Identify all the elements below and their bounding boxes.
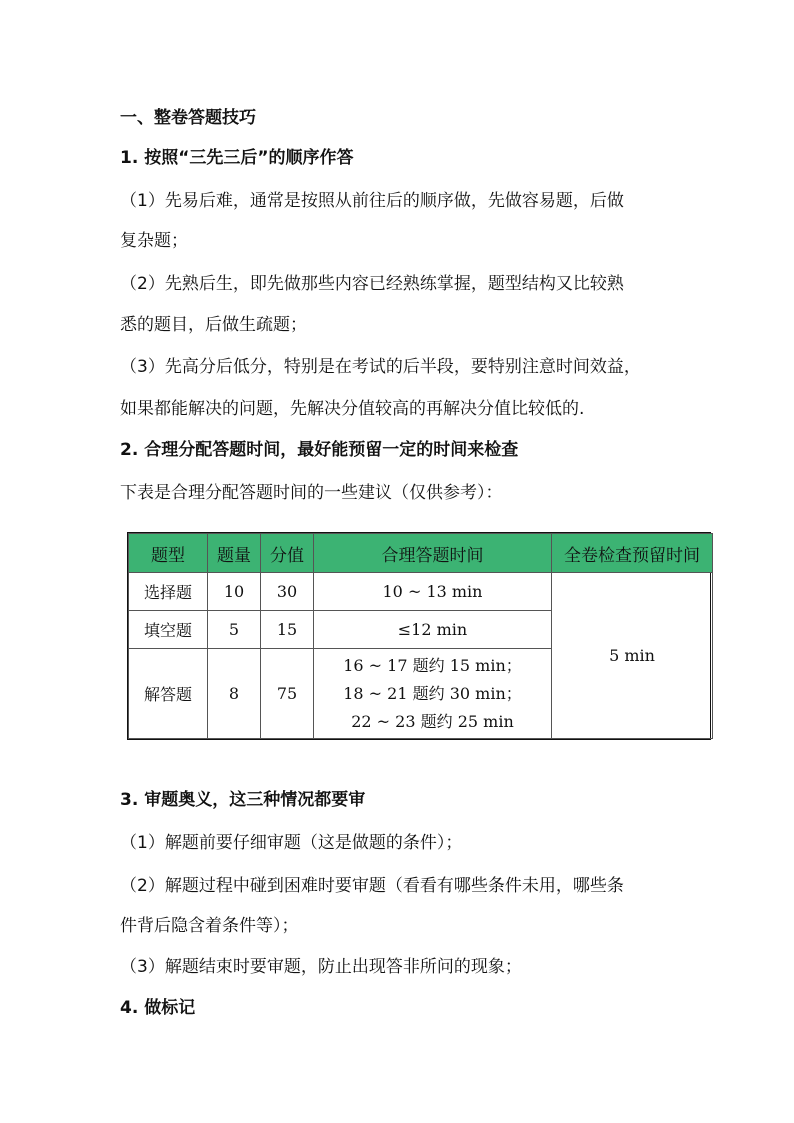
- cell-type: 填空题: [129, 611, 208, 649]
- table-intro: 下表是合理分配答题时间的一些建议（仅供参考）：: [120, 483, 503, 503]
- section-1-1-title: 1. 按照“三先三后”的顺序作答: [120, 148, 354, 168]
- header-score: 分值: [261, 534, 314, 573]
- header-type: 题型: [129, 534, 208, 573]
- cell-count: 8: [208, 649, 261, 739]
- cell-count: 5: [208, 611, 261, 649]
- section-4-title: 4. 做标记: [120, 998, 196, 1018]
- paragraph-3-line-2: 如果都能解决的问题，先解决分值较高的再解决分值比较低的.: [120, 399, 585, 419]
- paragraph-2-line-2: 悉的题目，后做生疏题；: [120, 315, 307, 335]
- cell-time: ≤12 min: [314, 611, 552, 649]
- cell-time-line: 18 ~ 21 题约 30 min；: [343, 683, 522, 703]
- header-time: 合理答题时间: [314, 534, 552, 573]
- paragraph-4: （1）解题前要仔细审题（这是做题的条件）；: [120, 833, 463, 853]
- cell-score: 15: [261, 611, 314, 649]
- cell-type: 解答题: [129, 649, 208, 739]
- section-2-title: 2. 合理分配答题时间，最好能预留一定的时间来检查: [120, 440, 519, 460]
- cell-time-line: 22 ~ 23 题约 25 min: [351, 711, 514, 731]
- header-count: 题量: [208, 534, 261, 573]
- cell-reserve: 5 min: [552, 573, 713, 739]
- table-header-row: [129, 534, 713, 573]
- paragraph-5-line-2: 件背后隐含着条件等）；: [120, 916, 299, 936]
- cell-time-multi: [314, 649, 552, 739]
- section-3-title: 3. 审题奥义，这三种情况都要审: [120, 790, 366, 810]
- cell-time: 10 ~ 13 min: [314, 573, 552, 611]
- cell-count: 10: [208, 573, 261, 611]
- paragraph-5-line-1: （2）解题过程中碰到困难时要审题（看看有哪些条件未用，哪些条: [120, 876, 624, 896]
- time-allocation-table: [127, 532, 711, 740]
- cell-score: 30: [261, 573, 314, 611]
- cell-time-line: 16 ~ 17 题约 15 min；: [343, 655, 522, 675]
- paragraph-1-line-1: （1）先易后难，通常是按照从前往后的顺序做，先做容易题，后做: [120, 191, 624, 211]
- section-1-title: 一、整卷答题技巧: [120, 108, 256, 128]
- paragraph-1-line-2: 复杂题；: [120, 231, 188, 251]
- paragraph-2-line-1: （2）先熟后生，即先做那些内容已经熟练掌握，题型结构又比较熟: [120, 274, 624, 294]
- paragraph-6: （3）解题结束时要审题，防止出现答非所问的现象；: [120, 957, 522, 977]
- paragraph-3-line-1: （3）先高分后低分，特别是在考试的后半段，要特别注意时间效益，: [120, 357, 641, 377]
- cell-score: 75: [261, 649, 314, 739]
- table-row: [129, 573, 713, 611]
- header-reserve: 全卷检查预留时间: [552, 534, 713, 573]
- cell-type: 选择题: [129, 573, 208, 611]
